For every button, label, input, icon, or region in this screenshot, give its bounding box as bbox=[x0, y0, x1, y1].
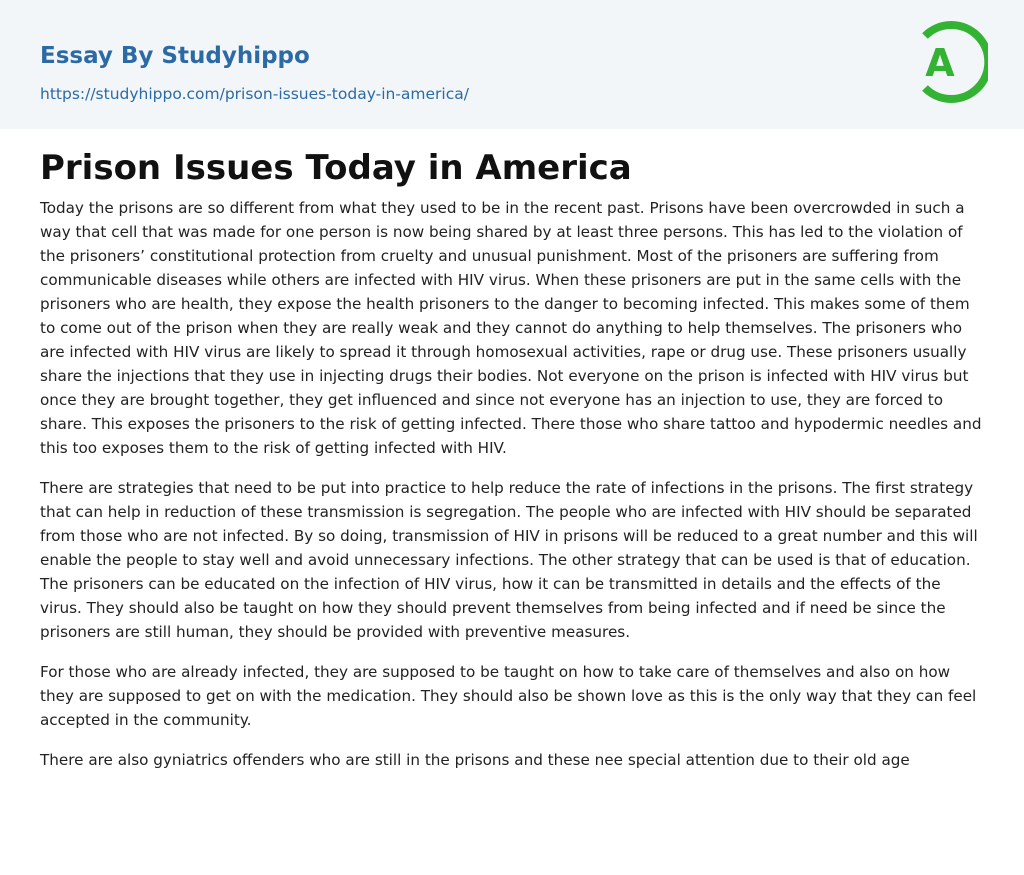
essay-url-link[interactable]: https://studyhippo.com/prison-issues-today-in-america/ bbox=[40, 85, 469, 103]
letter-a-ring-logo[interactable] bbox=[910, 18, 988, 106]
article-paragraph-1: Today the prisons are so different from what they used to be in the recent past. Prisons have been overcrowded in such a way that cell that was made for one person is now being shared by at least three persons. This has led to the violation of the prisoners’ constitutional protection from cruelty and unusual punishment. Most of the prisoners are suffering from communicable diseases while others are infected with HIV virus. When these prisoners are put in the same cells with the prisoners who are health, they expose the health prisoners to the danger to becoming infected. This makes some of them to come out of the prison when they are really weak and they cannot do anything to help themselves. The prisoners who are infected with HIV virus are likely to spread it through homosexual activities, rape or drug use. These prisoners usually share the injections that they use in injecting drugs their bodies. Not everyone on the prison is infected with HIV virus but once they are brought together, they get influenced and since not everyone has an injection to use, they are forced to share. This exposes the prisoners to the risk of getting infected. There those who share tattoo and hypodermic needles and this too exposes them to the risk of getting infected with HIV. bbox=[40, 199, 982, 457]
article bbox=[40, 146, 984, 788]
page-title: Prison Issues Today in America bbox=[40, 148, 632, 188]
site-brand[interactable]: Essay By Studyhippo bbox=[40, 43, 310, 69]
site-header bbox=[0, 0, 1024, 129]
article-paragraph-4: There are also gyniatrics offenders who are still in the prisons and these nee special attention due to their old age bbox=[40, 751, 910, 769]
article-paragraph-3: For those who are already infected, they are supposed to be taught on how to take care of themselves and also on how they are supposed to get on with the medication. They should also be shown love as this is the only way that they can feel accepted in the community. bbox=[40, 663, 977, 729]
logo-icon bbox=[910, 18, 988, 106]
article-paragraph-2: There are strategies that need to be put into practice to help reduce the rate of infections in the prisons. The first strategy that can help in reduction of these transmission is segregation. The people who are infected with HIV should be separated from those who are not infected. By so doing, transmission of HIV in prisons will be reduced to a great number and this will enable the people to stay well and avoid unnecessary infections. The other strategy that can be used is that of education. The prisoners can be educated on the infection of HIV virus, how it can be transmitted in details and the effects of the virus. They should also be taught on how they should prevent themselves from being infected and if need be since the prisoners are still human, they should be provided with preventive measures. bbox=[40, 479, 978, 641]
logo-letter: A bbox=[925, 41, 955, 85]
